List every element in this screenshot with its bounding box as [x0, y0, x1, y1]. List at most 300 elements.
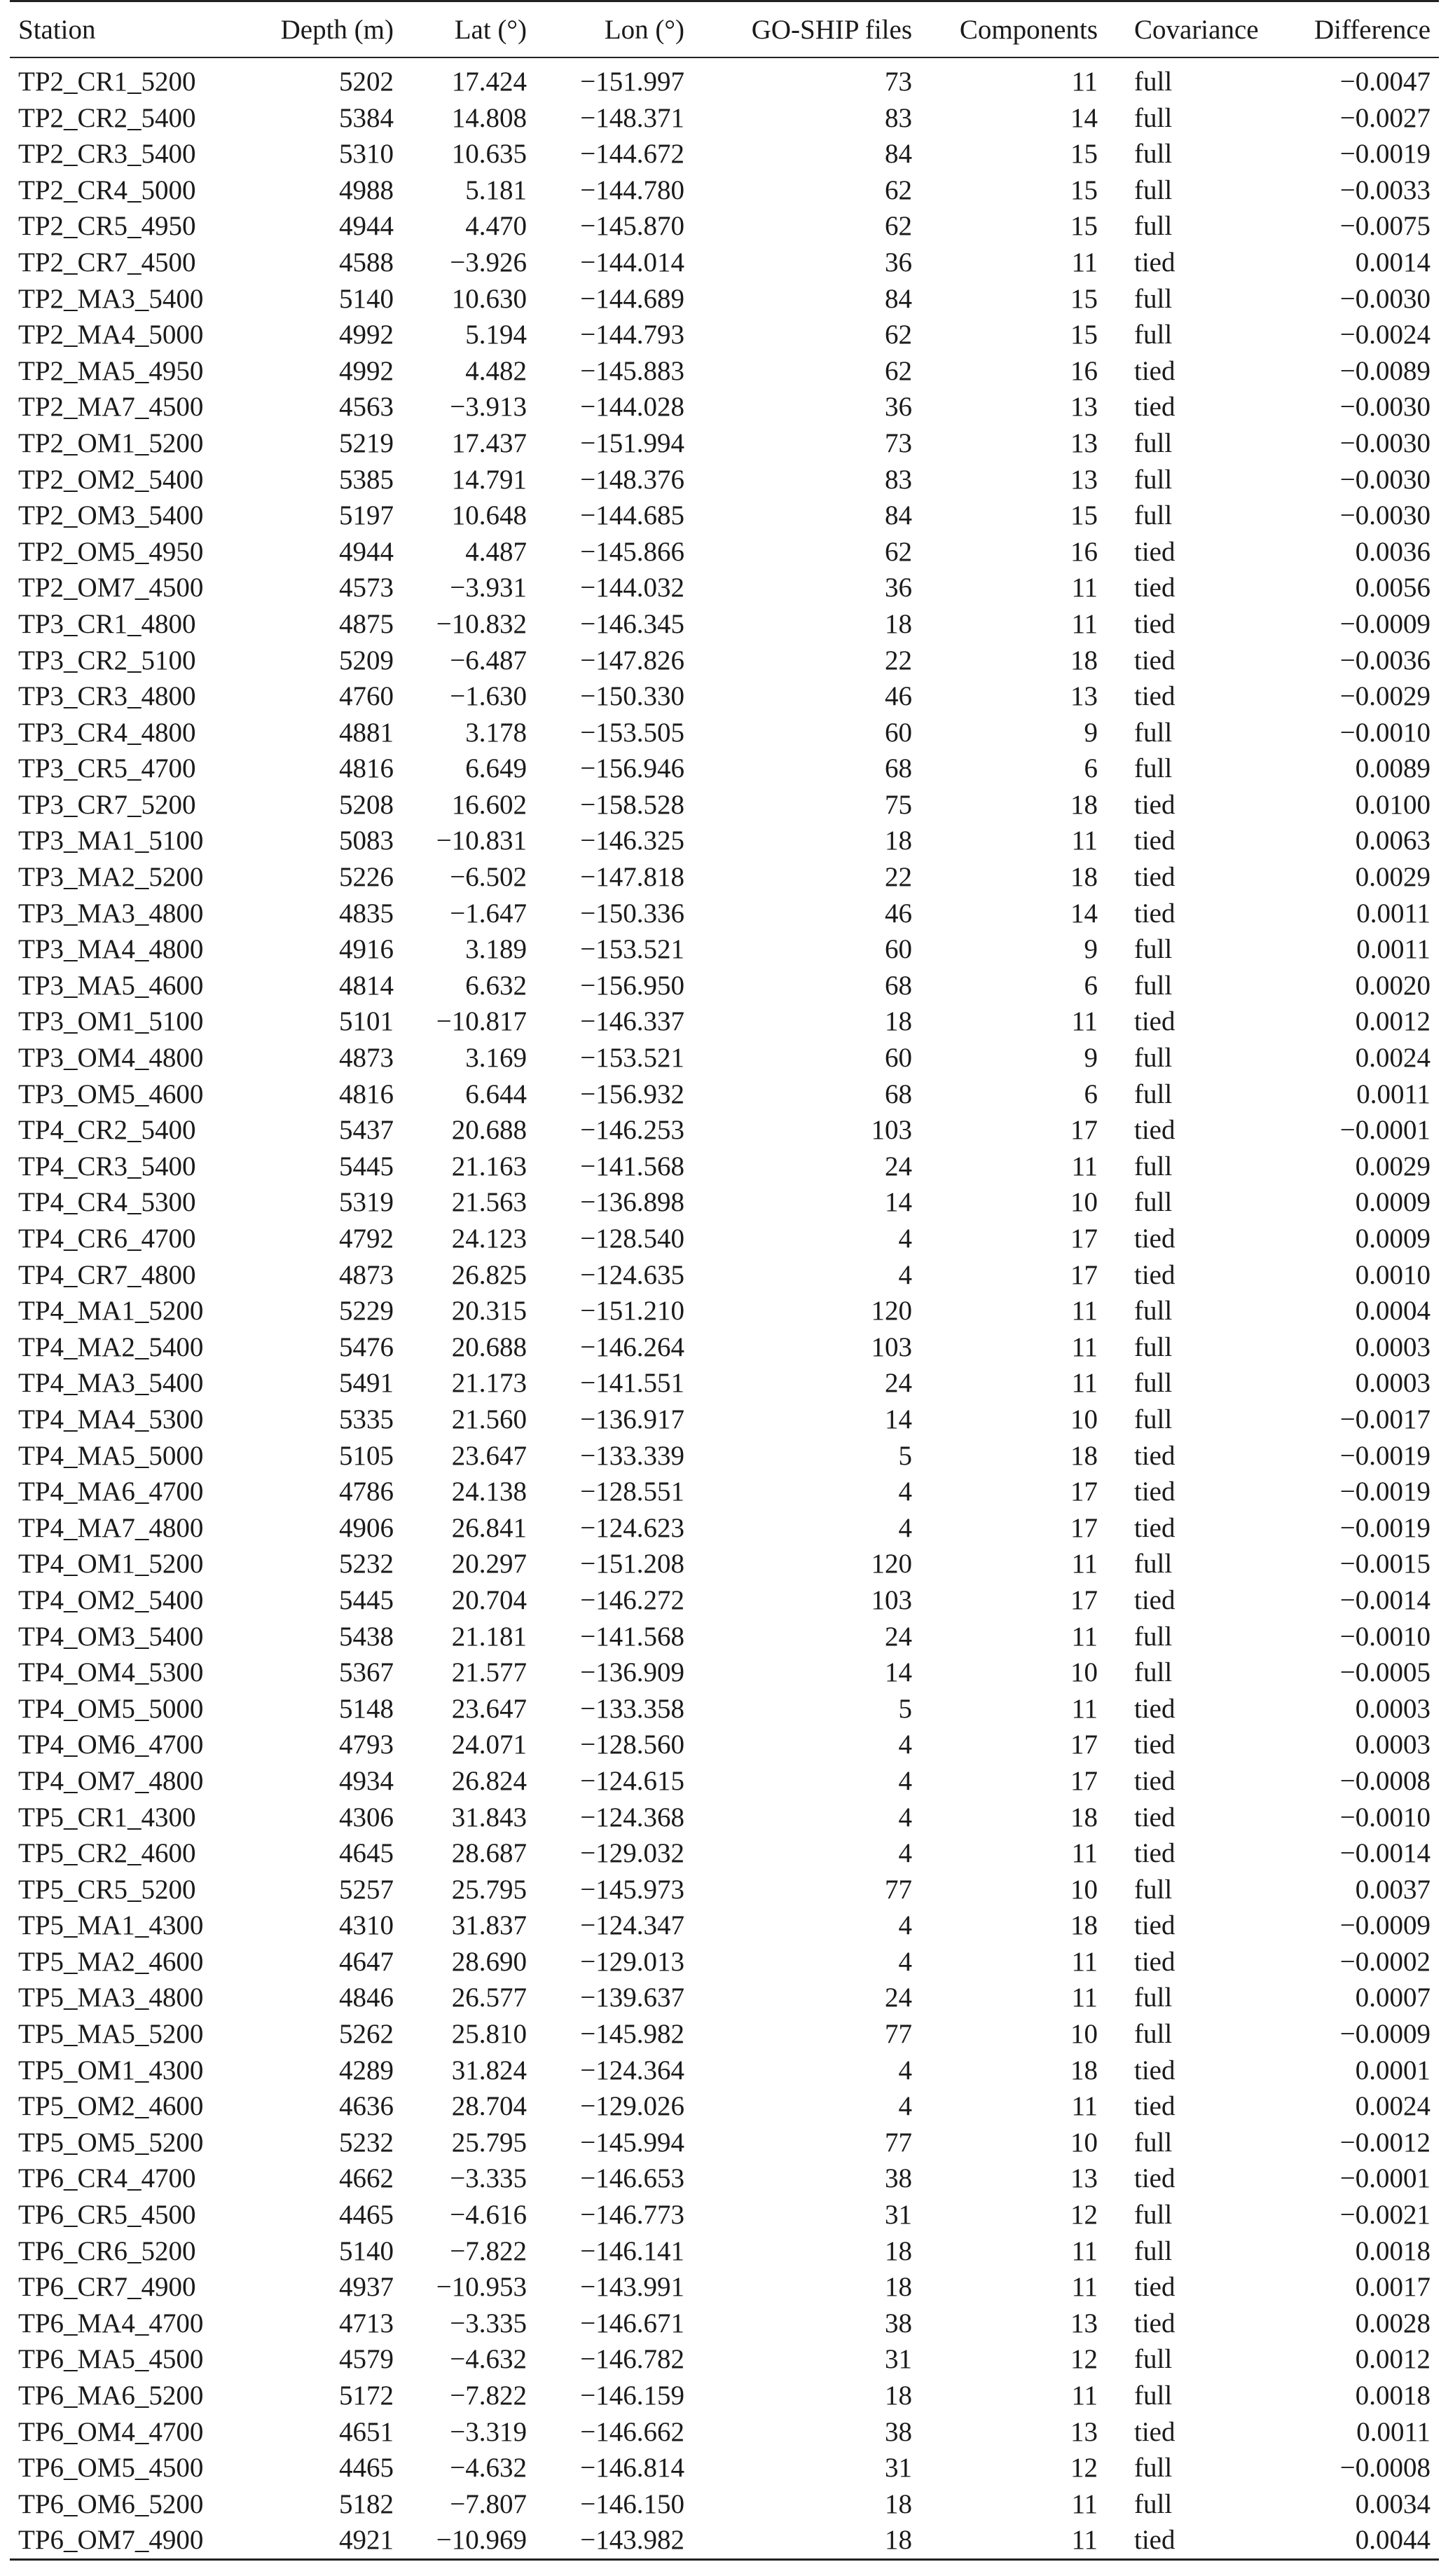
difference-cell: −0.0075: [1339, 211, 1430, 242]
station-cell: TP6_CR6_5200: [18, 2235, 196, 2266]
difference-cell: 0.0024: [1355, 2091, 1430, 2122]
goship-files-cell: 24: [885, 1368, 912, 1399]
difference-cell: 0.0012: [1355, 1006, 1430, 1037]
goship-files-cell: 84: [885, 283, 912, 314]
lat-cell: −1.647: [450, 898, 527, 929]
depth-cell: 5319: [339, 1187, 394, 1218]
components-cell: 11: [1071, 2380, 1098, 2411]
lat-cell: 25.810: [451, 2019, 527, 2050]
components-cell: 6: [1084, 753, 1098, 784]
lon-cell: −153.521: [580, 934, 684, 965]
table-row: [10, 715, 1439, 751]
lat-cell: 28.687: [451, 1838, 527, 1869]
lon-cell: −124.347: [580, 1910, 684, 1941]
components-cell: 17: [1070, 1512, 1098, 1543]
lat-cell: 14.791: [451, 464, 527, 495]
lon-cell: −144.014: [580, 247, 684, 278]
covariance-cell: tied: [1134, 608, 1175, 639]
components-cell: 13: [1070, 2308, 1098, 2338]
table-row: [10, 172, 1439, 209]
difference-cell: 0.0028: [1355, 2308, 1430, 2338]
covariance-cell: tied: [1134, 1946, 1175, 1977]
lon-cell: −124.623: [580, 1512, 684, 1543]
components-cell: 12: [1070, 2200, 1098, 2231]
lat-cell: −4.632: [450, 2344, 527, 2375]
lon-cell: −136.917: [580, 1404, 684, 1434]
components-cell: 15: [1070, 283, 1098, 314]
components-cell: 12: [1070, 2344, 1098, 2375]
depth-cell: 5262: [339, 2019, 394, 2050]
station-cell: TP4_CR7_4800: [18, 1259, 196, 1290]
depth-cell: 5101: [339, 1006, 394, 1037]
goship-files-cell: 4: [898, 1838, 912, 1869]
components-cell: 10: [1070, 1404, 1098, 1434]
depth-cell: 4793: [339, 1729, 394, 1760]
goship-files-cell: 31: [885, 2453, 912, 2483]
covariance-cell: tied: [1134, 1115, 1175, 1146]
lon-cell: −151.994: [580, 427, 684, 458]
goship-files-cell: 14: [885, 1404, 912, 1434]
depth-cell: 5202: [339, 67, 394, 97]
station-cell: TP3_OM5_4600: [18, 1078, 204, 1109]
goship-files-cell: 18: [693, 2522, 920, 2559]
goship-files-cell: 18: [885, 2380, 912, 2411]
components-cell: 17: [1070, 1765, 1098, 1796]
difference-cell: 0.0011: [1356, 1078, 1430, 1109]
components-cell: 15: [1070, 139, 1098, 170]
difference-cell: −0.0010: [1339, 717, 1430, 748]
components-cell: 17: [1070, 1224, 1098, 1254]
goship-files-cell: 18: [885, 2235, 912, 2266]
covariance-cell: full: [1134, 1368, 1173, 1399]
table-row: [10, 1727, 1439, 1763]
depth-cell: 5445: [339, 1151, 394, 1181]
goship-files-cell: 4: [898, 1946, 912, 1977]
lat-cell: 31.824: [451, 2055, 527, 2085]
station-cell: TP4_OM2_5400: [18, 1584, 204, 1615]
difference-cell: −0.0005: [1339, 1657, 1430, 1688]
components-cell: 11: [1071, 1549, 1098, 1580]
station-cell: TP5_CR2_4600: [18, 1838, 196, 1869]
lat-cell: −6.487: [450, 645, 527, 676]
depth-cell: 5209: [339, 645, 394, 676]
difference-cell: 0.0003: [1355, 1693, 1430, 1724]
components-cell: 15: [1070, 211, 1098, 242]
components-cell: 9: [1084, 1043, 1098, 1074]
depth-cell: 4645: [339, 1838, 394, 1869]
depth-cell: 4786: [339, 1477, 394, 1507]
station-cell: TP5_CR1_4300: [18, 1802, 196, 1832]
lat-cell: 17.437: [451, 427, 527, 458]
station-cell: TP2_CR7_4500: [18, 247, 196, 278]
components-cell: 11: [1071, 608, 1098, 639]
covariance-cell: tied: [1134, 1693, 1175, 1724]
lat-cell: −1.630: [450, 681, 527, 712]
table-row: [10, 1835, 1439, 1872]
depth-cell: 5172: [339, 2380, 394, 2411]
station-cell: TP2_CR5_4950: [18, 211, 196, 242]
table-row: [10, 2088, 1439, 2125]
lon-cell: −124.368: [580, 1802, 684, 1832]
depth-cell: 4944: [339, 211, 394, 242]
covariance-cell: full: [1134, 1982, 1173, 2013]
depth-cell: 5476: [339, 1331, 394, 1362]
difference-cell: 0.0029: [1355, 1151, 1430, 1181]
components-cell: 18: [1070, 862, 1098, 893]
difference-cell: −0.0021: [1339, 2200, 1430, 2231]
components-cell: 11: [1071, 1946, 1098, 1977]
header-lat: Lat (°): [402, 1, 535, 58]
goship-files-cell: 24: [885, 1982, 912, 2013]
lat-cell: 20.688: [451, 1331, 527, 1362]
covariance-cell: tied: [1134, 1259, 1175, 1290]
table-row: [10, 1546, 1439, 1582]
covariance-cell: tied: [1134, 2091, 1175, 2122]
goship-files-cell: 18: [885, 1006, 912, 1037]
covariance-cell: tied: [1134, 2308, 1175, 2338]
goship-files-cell: 4: [898, 1512, 912, 1543]
table-row: [10, 498, 1439, 534]
table-row: [10, 2522, 1439, 2559]
components-cell: 12: [1070, 2453, 1098, 2483]
goship-files-cell: 73: [885, 427, 912, 458]
station-cell: TP5_OM1_4300: [18, 2055, 204, 2085]
difference-cell: 0.0012: [1355, 2344, 1430, 2375]
table-row: [10, 1003, 1439, 1040]
station-cell: TP2_OM1_5200: [18, 427, 204, 458]
header-difference: Difference: [1257, 1, 1439, 58]
table-row: [10, 606, 1439, 643]
table-row: [10, 208, 1439, 245]
depth-cell: 5182: [339, 2488, 394, 2519]
lat-cell: 6.644: [465, 1078, 527, 1109]
depth-cell: 4992: [339, 355, 394, 386]
difference-cell: −0.0014: [1339, 1584, 1430, 1615]
covariance-cell: full: [1134, 1331, 1173, 1362]
station-cell: TP2_MA4_5000: [18, 320, 204, 350]
components-cell: 16: [1070, 355, 1098, 386]
difference-cell: −0.0019: [1339, 1477, 1430, 1507]
table-row: [10, 2125, 1439, 2161]
depth-cell: 5367: [339, 1657, 394, 1688]
station-cell: TP4_OM3_5400: [18, 1621, 204, 1652]
station-cell: TP3_CR2_5100: [18, 645, 196, 676]
depth-cell: 4846: [339, 1982, 394, 2013]
table-row: [10, 1112, 1439, 1149]
goship-files-cell: 38: [885, 2416, 912, 2447]
table-row: [10, 896, 1439, 932]
goship-files-cell: 46: [885, 898, 912, 929]
lon-cell: −156.932: [580, 1078, 684, 1109]
components-cell: 10: [1070, 2019, 1098, 2050]
depth-cell: 5197: [339, 500, 394, 531]
lat-cell: −7.822: [450, 2235, 527, 2266]
goship-files-cell: 60: [885, 717, 912, 748]
table-row: [10, 1365, 1439, 1402]
table-row: [10, 1944, 1439, 1980]
goship-files-cell: 73: [885, 67, 912, 97]
table-row: [10, 1763, 1439, 1800]
covariance-cell: tied: [1134, 573, 1175, 603]
lat-cell: 5.181: [465, 174, 527, 205]
depth-cell: 4588: [339, 247, 394, 278]
station-cell: TP5_OM2_4600: [18, 2091, 204, 2122]
depth-cell: 4563: [339, 392, 394, 423]
table-row: [10, 1582, 1439, 1619]
components-cell: 11: [1071, 1006, 1098, 1037]
lat-cell: 21.563: [451, 1187, 527, 1218]
covariance-cell: tied: [1134, 392, 1175, 423]
goship-files-cell: 120: [871, 1549, 912, 1580]
difference-cell: −0.0010: [1339, 1621, 1430, 1652]
depth-cell: 4651: [339, 2416, 394, 2447]
covariance-cell: full: [1134, 970, 1173, 1001]
lat-cell: 10.635: [451, 139, 527, 170]
lon-cell: −151.210: [580, 1296, 684, 1327]
components-cell: 11: [1071, 1838, 1098, 1869]
lon-cell: −146.150: [580, 2488, 684, 2519]
components-cell: 13: [1070, 2163, 1098, 2194]
lon-cell: −139.637: [580, 1982, 684, 2013]
lon-cell: −146.662: [580, 2416, 684, 2447]
table-row: [10, 1438, 1439, 1474]
lat-cell: 25.795: [451, 1874, 527, 1905]
depth-cell: 5229: [339, 1296, 394, 1327]
goship-files-cell: 62: [885, 211, 912, 242]
lat-cell: 24.071: [451, 1729, 527, 1760]
lon-cell: −146.773: [580, 2200, 684, 2231]
covariance-cell: tied: [1134, 2163, 1175, 2194]
depth-cell: 4937: [339, 2272, 394, 2303]
lon-cell: −129.013: [580, 1946, 684, 1977]
components-cell: 11: [1071, 1296, 1098, 1327]
station-cell: TP4_OM5_5000: [18, 1693, 204, 1724]
difference-cell: 0.0024: [1355, 1043, 1430, 1074]
lon-cell: −133.358: [580, 1693, 684, 1724]
difference-cell: −0.0009: [1339, 608, 1430, 639]
covariance-cell: full: [1134, 283, 1173, 314]
covariance-cell: full: [1134, 139, 1173, 170]
depth-cell: 5219: [339, 427, 394, 458]
covariance-cell: full: [1134, 1151, 1173, 1181]
table-row: [10, 1510, 1439, 1547]
table-row: [10, 136, 1439, 172]
lon-cell: −150.336: [580, 898, 684, 929]
goship-files-cell: 18: [885, 608, 912, 639]
components-cell: 11: [1071, 2091, 1098, 2122]
depth-cell: 4573: [339, 573, 394, 603]
lon-cell: −141.568: [580, 1621, 684, 1652]
components-cell: 11: [1071, 2235, 1098, 2266]
depth-cell: 5140: [339, 2235, 394, 2266]
covariance-cell: full: [1134, 1549, 1173, 1580]
goship-files-cell: 62: [885, 355, 912, 386]
lon-cell: −146.653: [580, 2163, 684, 2194]
station-cell: TP5_MA1_4300: [18, 1910, 204, 1941]
covariance-cell: tied: [1134, 355, 1175, 386]
goship-files-cell: 4: [898, 1477, 912, 1507]
station-cell: TP4_OM7_4800: [18, 1765, 204, 1796]
lat-cell: 21.163: [451, 1151, 527, 1181]
table-row: [10, 2016, 1439, 2053]
covariance-cell: tied: [1134, 2272, 1175, 2303]
lat-cell: −10.831: [436, 825, 527, 856]
lat-cell: 3.178: [465, 717, 527, 748]
depth-cell: 5437: [339, 1115, 394, 1146]
covariance-cell: tied: [1106, 2522, 1257, 2559]
difference-cell: −0.0033: [1339, 174, 1430, 205]
station-cell: TP3_CR7_5200: [18, 789, 196, 820]
lon-cell: −146.159: [580, 2380, 684, 2411]
components-cell: 9: [1084, 717, 1098, 748]
table-row: [10, 317, 1439, 353]
difference-cell: 0.0063: [1355, 825, 1430, 856]
goship-files-cell: 120: [871, 1296, 912, 1327]
station-cell: TP6_CR4_4700: [18, 2163, 196, 2194]
lon-cell: −128.560: [580, 1729, 684, 1760]
goship-files-cell: 62: [885, 320, 912, 350]
goship-files-cell: 38: [885, 2163, 912, 2194]
lon-cell: −148.376: [580, 464, 684, 495]
components-cell: 18: [1070, 645, 1098, 676]
lat-cell: 17.424: [451, 67, 527, 97]
difference-cell: −0.0019: [1339, 139, 1430, 170]
lat-cell: 6.649: [465, 753, 527, 784]
lat-cell: −7.807: [450, 2488, 527, 2519]
table-row: [10, 1980, 1439, 2016]
station-cell: TP3_CR1_4800: [18, 608, 196, 639]
table-row: [10, 570, 1439, 606]
components-cell: 18: [1070, 1802, 1098, 1832]
lat-cell: 10.648: [451, 500, 527, 531]
depth-cell: 4881: [339, 717, 394, 748]
depth-cell: 4465: [339, 2200, 394, 2231]
station-cell: TP3_OM4_4800: [18, 1043, 204, 1074]
table-row: [10, 1872, 1439, 1908]
lat-cell: 5.194: [465, 320, 527, 350]
lon-cell: −146.814: [580, 2453, 684, 2483]
covariance-cell: full: [1134, 1874, 1173, 1905]
difference-cell: 0.0003: [1355, 1331, 1430, 1362]
difference-cell: −0.0019: [1339, 1440, 1430, 1471]
depth-cell: 4814: [339, 970, 394, 1001]
lon-cell: −146.253: [580, 1115, 684, 1146]
difference-cell: 0.0044: [1257, 2522, 1439, 2559]
difference-cell: 0.0036: [1355, 536, 1430, 567]
table-row: [10, 1619, 1439, 1655]
lon-cell: −141.568: [580, 1151, 684, 1181]
depth-cell: 4944: [339, 536, 394, 567]
components-cell: 15: [1070, 500, 1098, 531]
covariance-cell: full: [1134, 1296, 1173, 1327]
components-cell: 15: [1070, 174, 1098, 205]
depth-cell: 4713: [339, 2308, 394, 2338]
lat-cell: 21.560: [451, 1404, 527, 1434]
table-row: [10, 57, 1439, 100]
lat-cell: 16.602: [451, 789, 527, 820]
table-row: [10, 2053, 1439, 2089]
covariance-cell: full: [1134, 211, 1173, 242]
components-cell: 10: [1070, 1874, 1098, 1905]
goship-files-cell: 31: [885, 2344, 912, 2375]
lon-cell: −124.635: [580, 1259, 684, 1290]
covariance-cell: full: [1134, 2127, 1173, 2158]
depth-cell: 4873: [339, 1259, 394, 1290]
depth-cell: 4760: [339, 681, 394, 712]
header-goship-files: GO-SHIP files: [693, 1, 920, 58]
covariance-cell: full: [1134, 1404, 1173, 1434]
components-cell: 11: [920, 2522, 1106, 2559]
covariance-cell: full: [1134, 1043, 1173, 1074]
lat-cell: 24.138: [451, 1477, 527, 1507]
difference-cell: −0.0001: [1339, 1115, 1430, 1146]
components-cell: 10: [1070, 1657, 1098, 1688]
covariance-cell: full: [1134, 2344, 1173, 2375]
lat-cell: 20.704: [451, 1584, 527, 1615]
goship-files-cell: 31: [885, 2200, 912, 2231]
station-cell: TP2_OM7_4500: [18, 573, 204, 603]
station-cell: TP2_OM3_5400: [18, 500, 204, 531]
lon-cell: −146.671: [580, 2308, 684, 2338]
depth-cell: 5384: [339, 102, 394, 133]
goship-files-cell: 60: [885, 1043, 912, 1074]
components-cell: 11: [1071, 2488, 1098, 2519]
goship-files-cell: 84: [885, 139, 912, 170]
goship-files-cell: 77: [885, 1874, 912, 1905]
depth-cell: 5148: [339, 1693, 394, 1724]
lon-cell: −128.540: [580, 1224, 684, 1254]
table-row: [10, 678, 1439, 715]
lat-cell: −7.822: [450, 2380, 527, 2411]
difference-cell: −0.0008: [1339, 2453, 1430, 2483]
difference-cell: −0.0027: [1339, 102, 1430, 133]
difference-cell: 0.0034: [1355, 2488, 1430, 2519]
covariance-cell: tied: [1134, 1584, 1175, 1615]
lon-cell: −148.371: [580, 102, 684, 133]
lat-cell: 21.577: [451, 1657, 527, 1688]
lon-cell: −150.330: [580, 681, 684, 712]
lon-cell: −124.615: [580, 1765, 684, 1796]
goship-files-cell: 4: [898, 1802, 912, 1832]
station-cell: TP5_OM5_5200: [18, 2127, 204, 2158]
components-cell: 13: [1070, 464, 1098, 495]
table-body: [10, 57, 1439, 2559]
station-cell: TP4_CR6_4700: [18, 1224, 196, 1254]
covariance-cell: full: [1134, 1621, 1173, 1652]
lat-cell: −3.319: [450, 2416, 527, 2447]
covariance-cell: tied: [1134, 1512, 1175, 1543]
lon-cell: −147.818: [580, 862, 684, 893]
lat-cell: 20.297: [451, 1549, 527, 1580]
difference-cell: 0.0003: [1355, 1368, 1430, 1399]
table-row: [10, 751, 1439, 787]
table-row: [10, 1257, 1439, 1294]
table-row: [10, 1149, 1439, 1185]
station-cell: TP2_OM5_4950: [18, 536, 204, 567]
goship-files-cell: 4: [898, 1765, 912, 1796]
components-cell: 14: [1070, 102, 1098, 133]
table-row: [10, 643, 1439, 679]
lat-cell: −3.926: [450, 247, 527, 278]
goship-files-cell: 5: [898, 1693, 912, 1724]
station-cell: TP3_MA1_5100: [18, 825, 204, 856]
table-row: [10, 281, 1439, 317]
table-row: [10, 931, 1439, 968]
depth-cell: 5491: [339, 1368, 394, 1399]
goship-files-cell: 36: [885, 392, 912, 423]
depth-cell: 5208: [339, 789, 394, 820]
station-table-container: [10, 0, 1439, 2561]
